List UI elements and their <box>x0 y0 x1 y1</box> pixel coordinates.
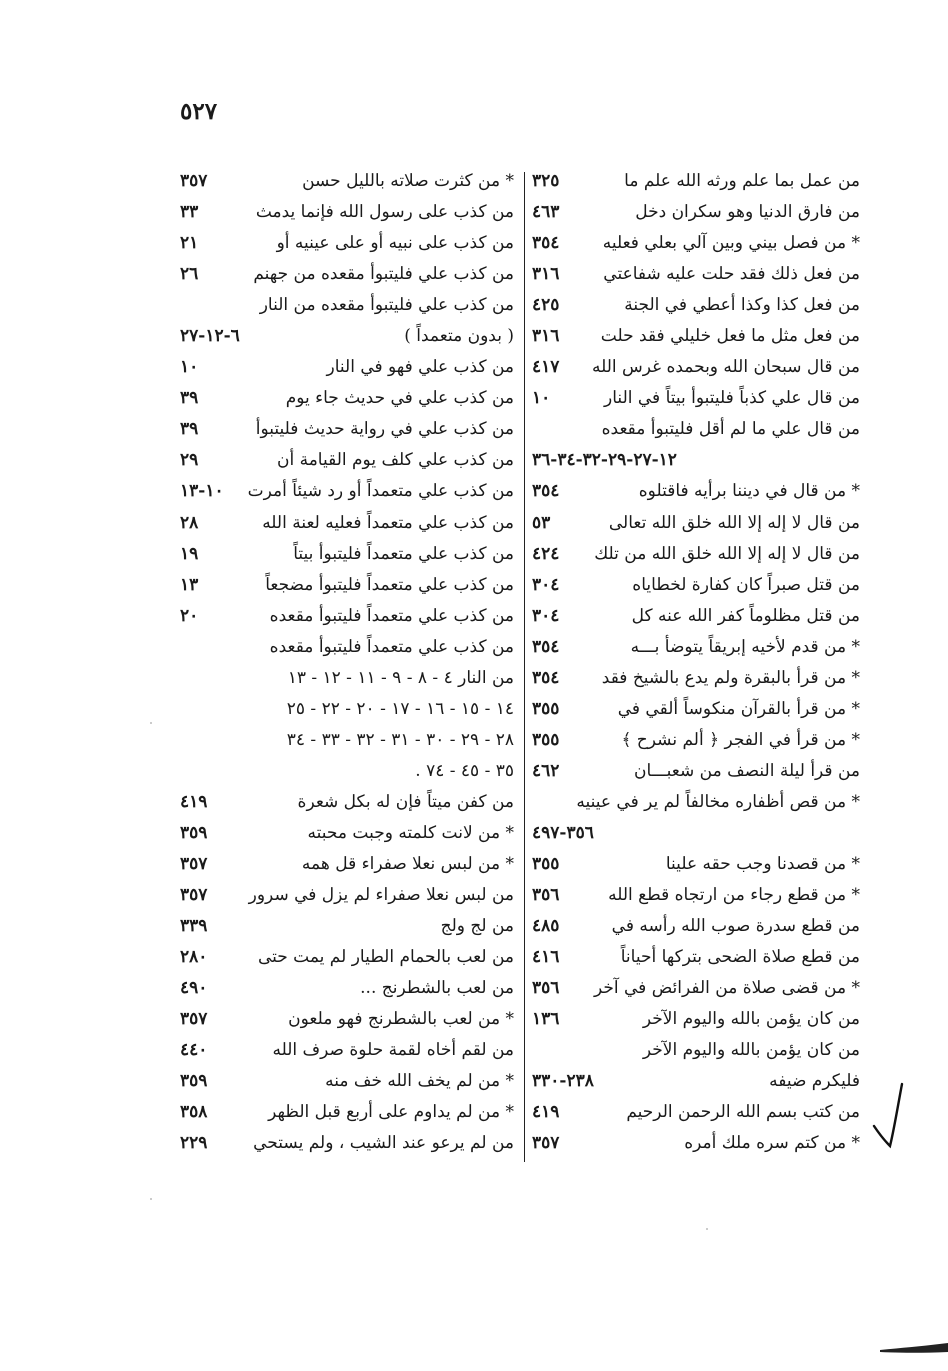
index-entry <box>180 539 514 570</box>
index-entry <box>180 352 514 383</box>
entry-page-ref: ٥٣ <box>532 512 551 533</box>
index-entry <box>180 818 514 849</box>
index-entry <box>532 445 860 476</box>
entry-text: * من قرأ بالبقرة ولم يدع بالشيخ فقد <box>601 667 860 688</box>
entry-page-ref: ٤٤٠ <box>180 1040 208 1061</box>
entry-page-ref: ٢٩ <box>180 450 199 471</box>
index-entry <box>532 601 860 632</box>
entry-page-ref: ٣٠٤ <box>532 605 560 626</box>
entry-page-ref: ٢٠ <box>180 605 199 626</box>
index-entry <box>532 911 860 942</box>
entry-text: من كذب علي متعمداً فليتبوأ مقعده <box>269 636 514 657</box>
entry-text: ٢٨ - ٢٩ - ٣٠ - ٣١ - ٣٢ - ٣٣ - ٣٤ <box>286 729 514 750</box>
entry-text: من قال علي كذباً فليتبوأ بيتاً في النار <box>604 388 860 409</box>
entry-text: * من قرأ في الفجر ﴿ ألم نشرح ﴾ <box>621 729 860 750</box>
entry-page-ref: ٣٥٦ <box>532 885 560 906</box>
index-entry <box>180 197 514 228</box>
entry-page-ref: ٤٦٣ <box>532 202 560 223</box>
handwritten-check-mark-icon <box>868 1080 908 1150</box>
entry-page-ref: ٣٥٦-٤٩٧ <box>532 822 594 843</box>
entry-page-ref: ٣٣٩ <box>180 916 208 937</box>
index-entry <box>532 290 860 321</box>
index-entry <box>532 383 860 414</box>
entry-page-ref: ٢١ <box>180 233 199 254</box>
entry-text: من لم يرعو عند الشيب ، ولم يستحي <box>253 1133 514 1154</box>
entry-text: * من قال في ديننا برأيه فاقتلوه <box>638 481 860 502</box>
entry-page-ref: ١٣ <box>180 574 199 595</box>
entry-text: من قطع سدرة صوب الله رأسه في <box>611 916 860 937</box>
entry-page-ref: ١٩ <box>180 543 199 564</box>
entry-page-ref: ٣٢٥ <box>532 171 560 191</box>
index-entry <box>532 1097 860 1128</box>
entry-text: * من فصل بيني وبين آلي بعلي فعليه <box>602 233 860 254</box>
entry-text: * من قص أظفاره مخالفاً لم ير في عينيه <box>576 791 860 812</box>
index-entry <box>532 787 860 818</box>
entry-text: من قال لا إله إلا الله خلق الله تعالى <box>608 512 860 533</box>
index-entry <box>180 1004 514 1035</box>
index-entry <box>532 694 860 725</box>
index-entry <box>532 632 860 663</box>
index-entry <box>180 1066 514 1097</box>
index-entry <box>180 228 514 259</box>
entry-text: * من لم يخف الله خف منه <box>325 1071 514 1092</box>
page-number: ٥٢٧ <box>180 98 218 125</box>
entry-page-ref: ٣١٦ <box>532 264 560 285</box>
entry-page-ref: ٣٥٧ <box>180 171 208 191</box>
entry-page-ref: ٤١٩ <box>180 791 208 812</box>
index-entry <box>532 539 860 570</box>
index-entry <box>532 166 860 197</box>
index-entry <box>180 383 514 414</box>
entry-page-ref: ٣٥٥ <box>532 729 560 750</box>
entry-text: من كذب على رسول الله فإنما يدمث <box>255 202 514 223</box>
entry-page-ref: ١٠ <box>180 357 199 378</box>
entry-page-ref: ٢٨ <box>180 512 199 533</box>
entry-text: * من قدم لأخيه إبريقاً يتوضأ بـــه <box>630 636 860 657</box>
scan-dot <box>150 722 152 724</box>
entry-page-ref: ٣٥٩ <box>180 822 208 843</box>
index-entry <box>180 476 514 507</box>
entry-text: ٣٥ - ٤٥ - ٧٤ . <box>415 760 514 781</box>
entry-text: من فعل كذا وكذا أعطي في الجنة <box>624 295 860 316</box>
index-entry <box>532 352 860 383</box>
entry-page-ref: ٤٨٥ <box>532 916 560 937</box>
entry-page-ref: ١٢-٢٧-٢٩-٣٢-٣٤-٣٦ <box>532 450 677 471</box>
entry-page-ref: ٣٥٧ <box>180 1009 208 1030</box>
index-entry <box>532 973 860 1004</box>
entry-text: * من قضى صلاة من الفرائض في آخر <box>593 978 860 999</box>
index-entry <box>180 259 514 290</box>
index-column-left <box>180 166 514 1160</box>
entry-text: من لقم أخاه لقمة حلوة صرف الله <box>272 1040 514 1061</box>
entry-text: * من لانت كلمته وجبت محبته <box>307 822 514 843</box>
entry-text: من كذب علي فليتبوأ مقعده من جهنم <box>253 264 514 285</box>
entry-text: من عمل بما علم ورثه الله علم ما <box>624 171 860 191</box>
entry-text: من كذب علي فليتبوأ مقعده من النار <box>259 295 514 316</box>
entry-text: من كذب علي متعمداً فليتبوأ مضجعاً <box>265 574 514 595</box>
index-entry <box>532 570 860 601</box>
index-entry <box>532 818 860 849</box>
index-entry <box>532 1035 860 1066</box>
index-entry <box>532 197 860 228</box>
entry-text: من كذب علي كلف يوم القيامة أن <box>276 450 514 471</box>
column-divider <box>524 172 525 1162</box>
index-entry <box>180 663 514 694</box>
entry-page-ref: ١٠ <box>532 388 551 409</box>
entry-page-ref: ٣٥٩ <box>180 1071 208 1092</box>
index-entry <box>180 166 514 197</box>
entry-text: * من قطع رجاء من ارتجاه قطع الله <box>608 885 860 906</box>
scan-dot <box>706 1228 708 1230</box>
entry-page-ref: ١٠-١٣ <box>180 481 224 502</box>
index-entry <box>180 414 514 445</box>
entry-text: من كذب علي متعمداً فعليه لعنة الله <box>262 512 514 533</box>
entry-text: * من قرأ بالقرآن منكوساً ألقي في <box>617 698 860 719</box>
entry-text: * من كتم سره ملك أمره <box>684 1133 860 1154</box>
index-entry <box>532 756 860 787</box>
index-entry <box>532 321 860 352</box>
entry-text: من قتل مظلوماً كفر الله عنه كل <box>631 605 860 626</box>
entry-text: من كذب علي في رواية حديث فليتبوأ <box>255 419 514 440</box>
index-entry <box>532 942 860 973</box>
entry-page-ref: ١٣٦ <box>532 1009 560 1030</box>
index-entry <box>180 849 514 880</box>
entry-text: من فعل مثل ما فعل خليلي فقد حلت <box>600 326 860 347</box>
scan-edge-smudge <box>880 1340 948 1356</box>
entry-text: من كتب بسم الله الرحمن الرحيم <box>626 1102 860 1123</box>
entry-page-ref: ٤١٦ <box>532 947 560 968</box>
entry-text: * من لبس نعلا صفراء قل همه <box>301 854 514 875</box>
index-entry <box>532 1128 860 1159</box>
entry-text: من لج ولج <box>440 916 514 937</box>
entry-page-ref: ٢٨٠ <box>180 947 208 968</box>
index-entry <box>180 756 514 787</box>
entry-text: * من قصدنا وجب حقه علينا <box>665 854 860 875</box>
entry-text: من النار ٤ - ٨ - ٩ - ١١ - ١٢ - ١٣ <box>287 667 514 688</box>
entry-text: من كذب علي متعمداً فليتبوأ بيتاً <box>293 543 514 564</box>
entry-text: من لعب بالحمام الطيار لم يمت حتى <box>257 947 514 968</box>
index-entry <box>180 725 514 756</box>
entry-page-ref: ٤٢٤ <box>532 543 560 564</box>
entry-page-ref: ٤٩٠ <box>180 978 208 999</box>
entry-text: من لبس نعلا صفراء لم يزل في سرور <box>248 885 514 906</box>
entry-page-ref: ٣٥٧ <box>180 854 208 875</box>
entry-text: * من لم يداوم على أربع قبل الظهر <box>268 1102 514 1123</box>
entry-text: من كذب علي في حديث جاء يوم <box>285 388 514 409</box>
entry-text: من قال سبحان الله وبحمده غرس الله <box>591 357 860 378</box>
entry-text: ( بدون متعمداً ) <box>404 326 514 347</box>
entry-text: من لعب بالشطرنج ... <box>360 978 514 999</box>
index-entry <box>180 942 514 973</box>
entry-text: ١٤ - ١٥ - ١٦ - ١٧ - ٢٠ - ٢٢ - ٢٥ <box>286 698 514 719</box>
entry-page-ref: ٣٥٦ <box>532 978 560 999</box>
entry-text: من كذب علي متعمداً فليتبوأ مقعده <box>269 605 514 626</box>
index-entry <box>180 1035 514 1066</box>
entry-text: من قال علي ما لم أقل فليتبوأ مقعده <box>601 419 860 440</box>
index-entry <box>532 259 860 290</box>
index-entry <box>180 911 514 942</box>
entry-text: من قتل صبراً كان كفارة لخطاياه <box>632 574 860 595</box>
entry-page-ref: ٢٢٩ <box>180 1133 208 1154</box>
entry-text: من كان يؤمن بالله واليوم الآخر <box>642 1009 860 1030</box>
index-entry <box>532 1066 860 1097</box>
index-entry <box>180 694 514 725</box>
entry-page-ref: ٣٥٤ <box>532 481 560 502</box>
index-entry <box>180 880 514 911</box>
entry-text: من كان يؤمن بالله واليوم الآخر <box>642 1040 860 1061</box>
entry-page-ref: ٣٩ <box>180 388 199 409</box>
entry-page-ref: ٣٥٤ <box>532 636 560 657</box>
scan-dot <box>150 1198 152 1200</box>
index-entry <box>532 476 860 507</box>
index-entry <box>532 849 860 880</box>
entry-text: من كذب علي فهو في النار <box>326 357 514 378</box>
entry-page-ref: ٣٥٥ <box>532 854 560 875</box>
entry-page-ref: ٣٩ <box>180 419 199 440</box>
index-entry <box>180 445 514 476</box>
index-entry <box>532 1004 860 1035</box>
index-entry <box>180 321 514 352</box>
entry-page-ref: ٣٥٨ <box>180 1102 208 1123</box>
entry-page-ref: ٦-١٢-٢٧ <box>180 326 240 347</box>
entry-page-ref: ٣٥٥ <box>532 698 560 719</box>
entry-page-ref: ٣٥٤ <box>532 667 560 688</box>
entry-page-ref: ٤١٩ <box>532 1102 560 1123</box>
index-entry <box>532 228 860 259</box>
index-entry <box>180 973 514 1004</box>
index-entry <box>532 725 860 756</box>
index-entry <box>180 290 514 321</box>
entry-page-ref: ٤٢٥ <box>532 295 560 316</box>
index-entry <box>180 632 514 663</box>
entry-page-ref: ٣٠٤ <box>532 574 560 595</box>
index-entry <box>180 1128 514 1159</box>
index-entry <box>532 508 860 539</box>
index-entry <box>180 570 514 601</box>
entry-page-ref: ٤٦٢ <box>532 760 560 781</box>
entry-page-ref: ٣٣ <box>180 202 199 223</box>
entry-text: من كفن ميتاً فإن له بكل شعرة <box>297 791 514 812</box>
index-entry <box>532 414 860 445</box>
index-entry <box>180 601 514 632</box>
index-entry <box>180 508 514 539</box>
entry-text: من فارق الدنيا وهو سكران دخل <box>635 202 860 223</box>
index-entry <box>532 880 860 911</box>
entry-page-ref: ٢٣٨-٣٣٠ <box>532 1071 594 1092</box>
entry-text: * من كثرت صلاته بالليل حسن <box>302 171 514 191</box>
index-entry <box>532 663 860 694</box>
entry-page-ref: ٣٥٤ <box>532 233 560 254</box>
entry-text: من كذب علي متعمداً أو رد شيئاً أمرت <box>247 481 514 502</box>
entry-text: من قرأ ليلة النصف من شعبـــان <box>634 760 860 781</box>
entry-text: من كذب على نبيه أو على عينيه أو <box>276 233 514 254</box>
entry-text: * من لعب بالشطرنج فهو ملعون <box>288 1009 514 1030</box>
entry-text: من قطع صلاة الضحى بتركها أحياناً <box>620 947 860 968</box>
index-column-right <box>532 166 860 1160</box>
entry-page-ref: ٣٥٧ <box>532 1133 560 1154</box>
entry-page-ref: ٤١٧ <box>532 357 560 378</box>
entry-text: من فعل ذلك فقد حلت عليه شفاعتي <box>603 264 860 285</box>
entry-page-ref: ٣١٦ <box>532 326 560 347</box>
entry-text: من قال لا إله إلا الله خلق الله من تلك <box>594 543 860 564</box>
index-entry <box>180 787 514 818</box>
entry-text: فليكرم ضيفه <box>769 1071 860 1092</box>
entry-page-ref: ٣٥٧ <box>180 885 208 906</box>
entry-page-ref: ٢٦ <box>180 264 199 285</box>
index-entry <box>180 1097 514 1128</box>
